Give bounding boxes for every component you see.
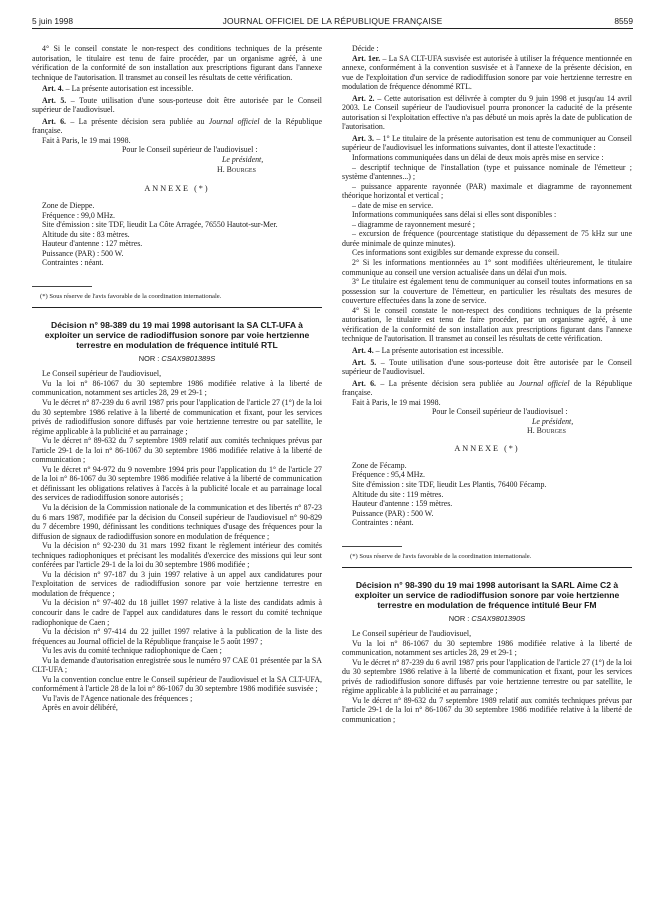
annex-site: Site d'émission : site TDF, lieudit La Côte Arragée, 76550 Hautot-sur-Mer. [42,220,278,230]
annex-site: Site d'émission : site TDF, lieudit Les Plantis, 76400 Fécamp. [352,479,547,489]
article-3: Art. 3. – 1° Le titulaire de la présente autorisation est tenu de communiquer au Conseil supérieur de l'audiovisuel les informations suivantes, dont il atteste l'exactitude : [342,133,633,153]
article-4: Art. 4. – La présente autorisation est incessible. [352,345,504,355]
body-paragraph: Vu l'avis de l'Agence nationale des fréquences ; [42,693,193,703]
paragraph: 2° Si les informations mentionnées au 1° sont modifiées ultérieurement, le titulaire communique au conseil une version actualisée dans un délai d'un mois. [342,258,632,277]
nor-reference: NOR : CSAX9801389S [138,354,216,364]
journal-title: JOURNAL OFFICIEL DE LA RÉPUBLIQUE FRANÇAISE [222,16,443,26]
header-rule [32,28,633,29]
annex-zone: Zone de Fécamp. [352,460,407,470]
annex-power: Puissance (PAR) : 500 W. [42,248,124,258]
signature-title: Le président, [222,155,264,165]
article-5: Art. 5. – Toute utilisation d'une sous-porteuse doit être autorisée par le Conseil supérieur de l'audiovisuel. [32,95,322,115]
fait-a-paris: Fait à Paris, le 19 mai 1998. [42,135,131,145]
annex-constraints: Contraintes : néant. [352,518,414,528]
signature-line: Pour le Conseil supérieur de l'audiovisuel : [122,145,258,155]
article-6: Art. 6. – La présente décision sera publiée au Journal officiel de la République française. [32,116,322,136]
body-paragraph: Vu la décision n° 97-187 du 3 juin 1997 relative à un appel aux candidatures pour l'exploitation de services de radiodiffusion sonore par voie hertzienne terrestre en modulation de fréquence ; [32,569,322,598]
body-paragraph: Vu la demande d'autorisation enregistrée sous le numéro 97 CAE 01 présentée par la SA CLT-UFA ; [32,655,322,675]
annex-frequency: Fréquence : 95,4 MHz. [352,470,425,480]
body-paragraph: Le Conseil supérieur de l'audiovisuel, [352,629,472,639]
right-column [342,44,632,725]
paragraph: 4° Si le conseil constate le non-respect des conditions techniques de la présente autorisation, le titulaire est tenu de faire procéder, par un organisme agréé, à une vérification de la conformité de son installation aux prescriptions figurant dans l'annexe technique de l'autorisation. Il transmet au conseil les résultats de cette vérification. [342,305,632,344]
paragraph: 3° Le titulaire est également tenu de communiquer au conseil toutes informations en sa possession sur la couverture de l'émetteur, en particulier les résultats des mesures de couverture effectuées dans la zone de service. [342,277,632,306]
body-paragraph: Vu la convention conclue entre le Conseil supérieur de l'audiovisuel et la SA CLT-UFA, conformément à l'article 28 de la loi n° 86-1067 du 30 septembre 1986 modifiée susvisée ; [32,674,322,694]
decision-title: Décision n° 98-389 du 19 mai 1998 autorisant la SA CLT-UFA à exploiter un service de radiodiffusion sonore par voie hertzienne terrestre en modulation de fréquence intitulé RTL [44,320,310,351]
signature-name: H. Bourges [527,426,566,436]
section-rule [32,307,322,308]
footnote: (*) Sous réserve de l'avis favorable de la coordination internationale. [350,552,532,560]
body-paragraph: Vu le décret n° 87-239 du 6 avril 1987 pris pour l'application de l'article 27 (1°) de la loi du 30 septembre 1986 relative à la liberté de communication et fixant, pour les services privés de radiodiffusion sonore diffusés par voie hertzienne terrestre ou par satellite, le régime applicable à la publicité et au parrainage ; [342,657,632,696]
body-paragraph: Vu la décision de la Commission nationale de la communication et des libertés n° 87-23 du 6 mars 1987, modifiée par la décision du Conseil supérieur de l'audiovisuel n° 90-829 du 7 décembre 1990, définissant les conditions techniques d'usage des fréquences pour la diffusion de signaux de radiodiffusion sonore en modulation de fréquence ; [32,503,322,541]
annex-zone: Zone de Dieppe. [42,201,95,211]
info-paragraph: Informations communiquées sans délai si elles sont disponibles : [352,210,557,220]
annexe-heading: ANNEXE (*) [144,184,210,194]
annex-altitude: Altitude du site : 119 mètres. [352,489,444,499]
bullet-item: – diagramme de rayonnement mesuré ; [352,219,475,229]
page-number: 8559 [614,16,633,26]
annexe-heading: ANNEXE (*) [454,443,520,453]
body-paragraph: Vu le décret n° 87-239 du 6 avril 1987 pris pour l'application de l'article 27 (1°) de la loi du 30 septembre 1986 relative à la liberté de communication et fixant, pour les services privés de radiodiffusion sonore diffusés par voie hertzienne terrestre ou par satellite, le régime applicable à la publicité et au parrainage ; [32,397,322,436]
body-paragraph: Vu le décret n° 94-972 du 9 novembre 1994 pris pour l'application du 1° de l'article 27 de la loi n° 86-1067 du 30 septembre 1986 modifiée relative à la liberté de communication et définissant les obligations relatives à l'accès à la publicité locale et au parrainage local des services de radiodiffusion sonore autorisés ; [32,464,322,503]
footnote-rule [342,546,402,547]
annex-power: Puissance (PAR) : 500 W. [352,508,434,518]
issue-date: 5 juin 1998 [32,16,73,26]
signature-title: Le président, [532,416,574,426]
fait-a-paris: Fait à Paris, le 19 mai 1998. [352,397,441,407]
decide: Décide : [352,44,379,53]
decision-body [32,369,322,713]
nor-reference: NOR : CSAX9801390S [448,614,526,624]
info-paragraph: Ces informations sont exigibles sur demande expresse du conseil. [352,248,560,258]
left-column [32,44,322,713]
article-6: Art. 6. – La présente décision sera publiée au Journal officiel de la République française. [342,378,632,398]
section-rule [342,567,632,568]
body-paragraph: Après en avoir délibéré, [42,703,118,713]
bullet-item: – date de mise en service. [352,200,434,210]
bullet-item: – descriptif technique de l'installation (type et puissance nominale de l'émetteur ; système d'antennes...) ; [342,162,632,182]
signature-line: Pour le Conseil supérieur de l'audiovisuel : [432,407,568,417]
decision-title: Décision n° 98-390 du 19 mai 1998 autorisant la SARL Aime C2 à exploiter un service de radiodiffusion sonore par voie hertzienne terrestre en modulation de fréquence intitulé Beur FM [354,580,620,611]
body-paragraph: Vu la décision n° 97-414 du 22 juillet 1997 relative à la publication de la liste des fréquences au Journal officiel de la République française le 5 août 1997 ; [32,627,322,646]
article-2: Art. 2. – Cette autorisation est délivrée à compter du 9 juin 1998 et jusqu'au 14 avril 2003. Le Conseil supérieur de l'audiovisuel pourra prononcer la caducité de la présente autorisation si l'exploitation effective n'a pas débuté un mois après la date de publication de l'autorisation. [342,93,632,132]
bullet-item: – excursion de fréquence (pourcentage statistique du dépassement de 75 kHz sur une durée minimale de quinze minutes). [342,229,632,248]
body-paragraph: Vu le décret n° 89-632 du 7 septembre 1989 relatif aux comités techniques prévus par l'article 29-1 de la loi n° 86-1067 du 30 septembre 1986 modifiée relative à la liberté de communication ; [32,436,322,465]
signature-name: H. Bourges [217,164,256,174]
bullet-item: – puissance apparente rayonnée (PAR) maximale et diagramme de rayonnement théorique horizontal et vertical ; [342,181,632,201]
annex-altitude: Altitude du site : 83 mètres. [42,229,130,239]
annex-frequency: Fréquence : 99,0 MHz. [42,210,115,220]
body-paragraph: Vu la décision n° 97-402 du 18 juillet 1997 relative à la liste des candidats admis à concourir dans le cadre de l'appel aux candidatures dans le ressort du comité technique radiophonique de Caen ; [32,598,322,627]
article-4: Art. 4. – La présente autorisation est incessible. [42,84,194,94]
annex-antenna-height: Hauteur d'antenne : 159 mètres. [352,499,453,509]
annex-constraints: Contraintes : néant. [42,258,104,268]
decision-body [342,629,632,724]
annex-antenna-height: Hauteur d'antenne : 127 mètres. [42,239,143,249]
article-1: Art. 1er. – La SA CLT-UFA susvisée est autorisée à utiliser la fréquence mentionnée en annexe, conformément à la convention susvisée et à l'annexe de la présente décision, en vue de l'exploitation d'un service de radiodiffusion sonore par voie hertzienne terrestre en modulation de fréquence dénommé RTL. [342,53,632,92]
article-5: Art. 5. – Toute utilisation d'une sous-porteuse doit être autorisée par le Conseil supérieur de l'audiovisuel. [342,357,632,377]
footnote: (*) Sous réserve de l'avis favorable de la coordination internationale. [40,292,222,300]
body-paragraph: Vu la loi n° 86-1067 du 30 septembre 1986 modifiée relative à la liberté de communication, notamment ses articles 28, 29 et 29-1 ; [342,638,632,658]
body-paragraph: Vu la décision n° 92-230 du 31 mars 1992 fixant le règlement intérieur des comités techniques radiophoniques et précisant les modalités d'exercice des missions qui leur sont conférées par l'article 29-1 de la loi du 30 septembre 1986 modifiée ; [32,541,322,570]
paragraph: 4° Si le conseil constate le non-respect des conditions techniques de la présente autorisation, le titulaire est tenu de faire procéder, par un organisme agréé, à une vérification de la conformité de son installation aux prescriptions figurant dans l'annexe technique de l'autorisation. Il transmet au conseil les résultats de cette vérification. [32,44,322,82]
body-paragraph: Vu la loi n° 86-1067 du 30 septembre 1986 modifiée relative à la liberté de communication, notamment ses articles 28, 29 et 29-1 ; [32,378,322,398]
info-paragraph: Informations communiquées dans un délai de deux mois après mise en service : [352,153,604,163]
footnote-rule [32,286,92,287]
body-paragraph: Vu les avis du comité technique radiophonique de Caen ; [42,646,222,656]
body-paragraph: Le Conseil supérieur de l'audiovisuel, [42,369,162,379]
body-paragraph: Vu le décret n° 89-632 du 7 septembre 1989 relatif aux comités techniques prévus par l'article 29-1 de la loi n° 86-1067 du 30 septembre 1986 modifiée relative à la liberté de communication ; [342,695,632,725]
